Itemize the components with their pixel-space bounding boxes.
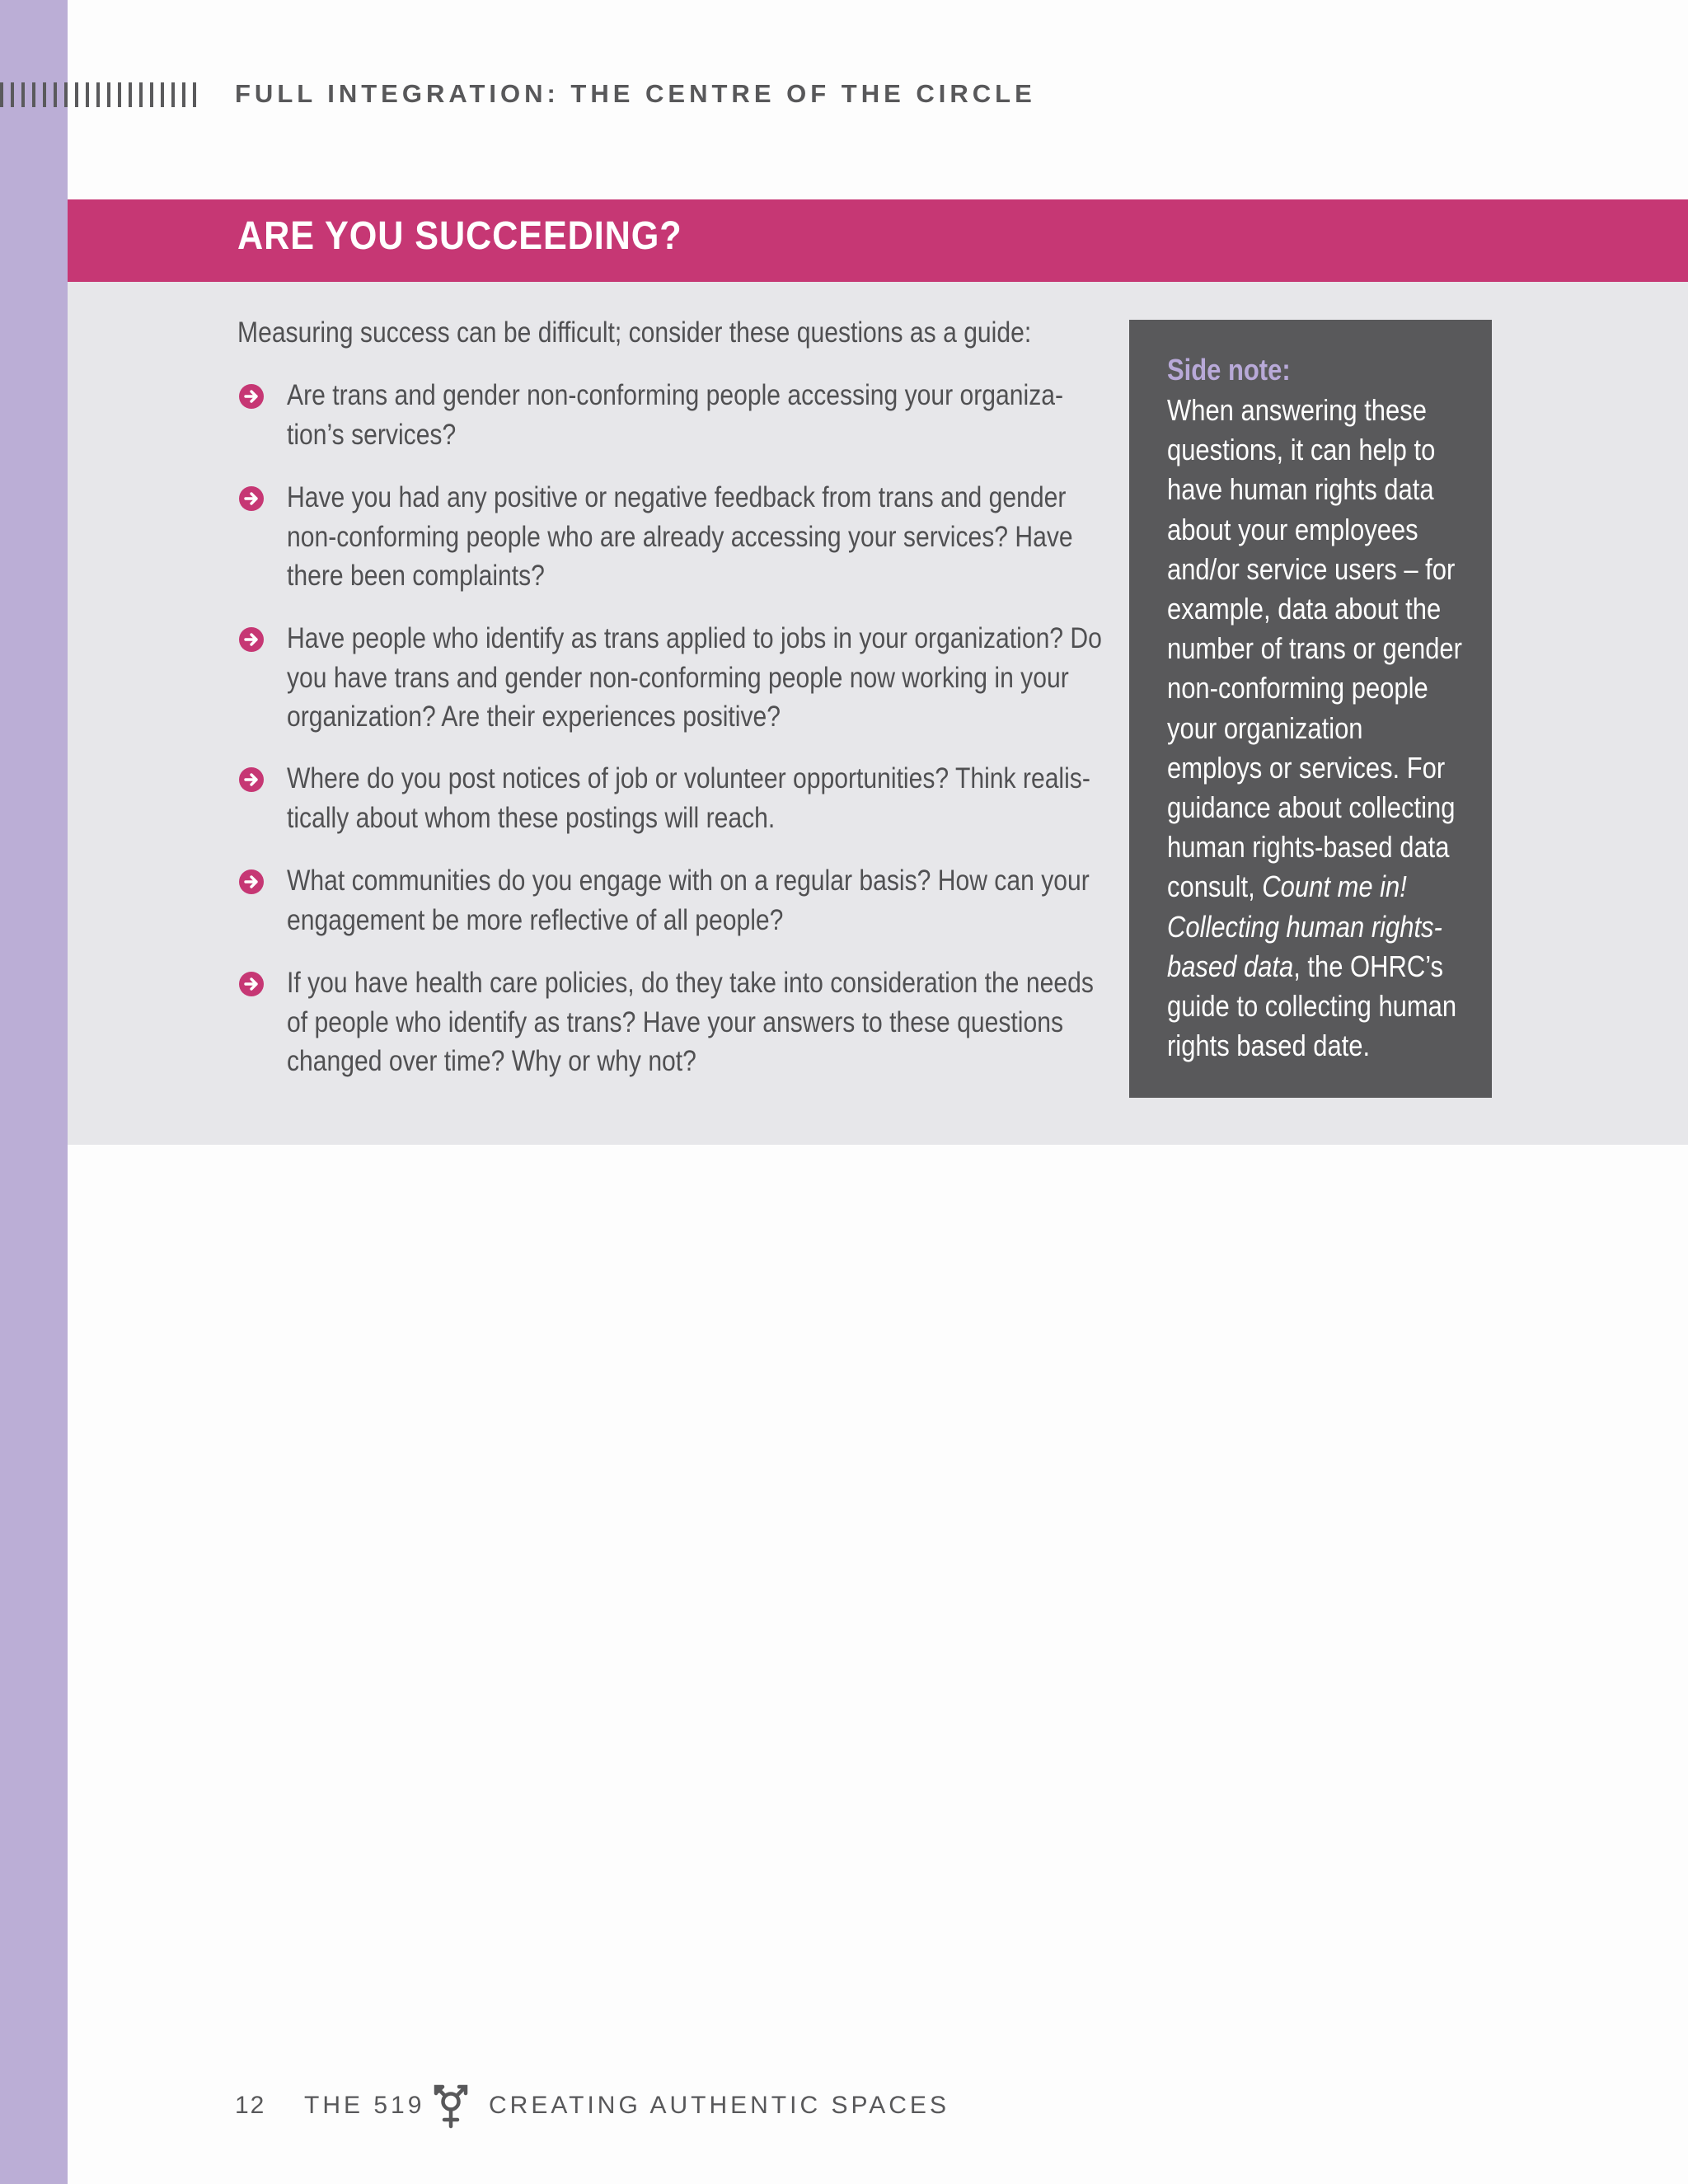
arrow-bullet-icon [239,486,264,511]
footer-organization: THE 519 [304,2092,425,2119]
side-note-text: When answering these questions, it can help to have human rights data about your employees and/or service users – for example, data about the number of trans or gender non-conforming people your organization employs or services. For guidance about collecting human rights-based data consult, [1167,393,1462,904]
footer-publication-title: CREATING AUTHENTIC SPACES [489,2092,950,2119]
side-note-heading: Side note: [1167,353,1291,387]
transgender-symbol-icon [431,2083,471,2130]
arrow-bullet-icon [239,767,264,792]
decorative-tick-marks [0,82,202,107]
running-header: FULL INTEGRATION: THE CENTRE OF THE CIRCLE [235,79,1036,108]
left-margin-bar [0,0,68,2184]
question-text: Have you had any positive or negative feedback from trans and gender non-conforming people who are already accessing your services? Have there been complaints? [287,481,1073,592]
arrow-bullet-icon [239,384,264,409]
question-text: What communities do you engage with on a regular basis? How can your engagement be more reflective of all people? [287,865,1090,936]
question-text: If you have health care policies, do they take into consideration the needs of people who identify as trans? Have your answers to these questions changed over time? Why or why not? [287,967,1094,1077]
question-text: Have people who identify as trans applied to jobs in your organization? Do you have trans and gender non-conforming people now working in your organization? Are their experiences positive? [287,622,1102,733]
question-text: Where do you post notices of job or volunteer opportunities? Think realis- tically about whom these postings will reach. [287,762,1090,834]
side-note-text-end: , the OHRC’s guide to collecting human rights based date. [1167,949,1457,1063]
section-title: ARE YOU SUCCEEDING? [237,214,682,258]
side-note-body [1167,391,1465,1066]
page-number: 12 [235,2092,266,2119]
question-text: Are trans and gender non-conforming people accessing your organiza- tion’s services? [287,379,1064,451]
arrow-bullet-icon [239,972,264,996]
arrow-bullet-icon [239,627,264,652]
side-note-publication-title: Count me in! Collecting human rights-based data [1167,869,1442,983]
side-note-box [1129,320,1492,1098]
intro-text: Measuring success can be difficult; consider these questions as a guide: [237,316,1032,349]
arrow-bullet-icon [239,869,264,894]
